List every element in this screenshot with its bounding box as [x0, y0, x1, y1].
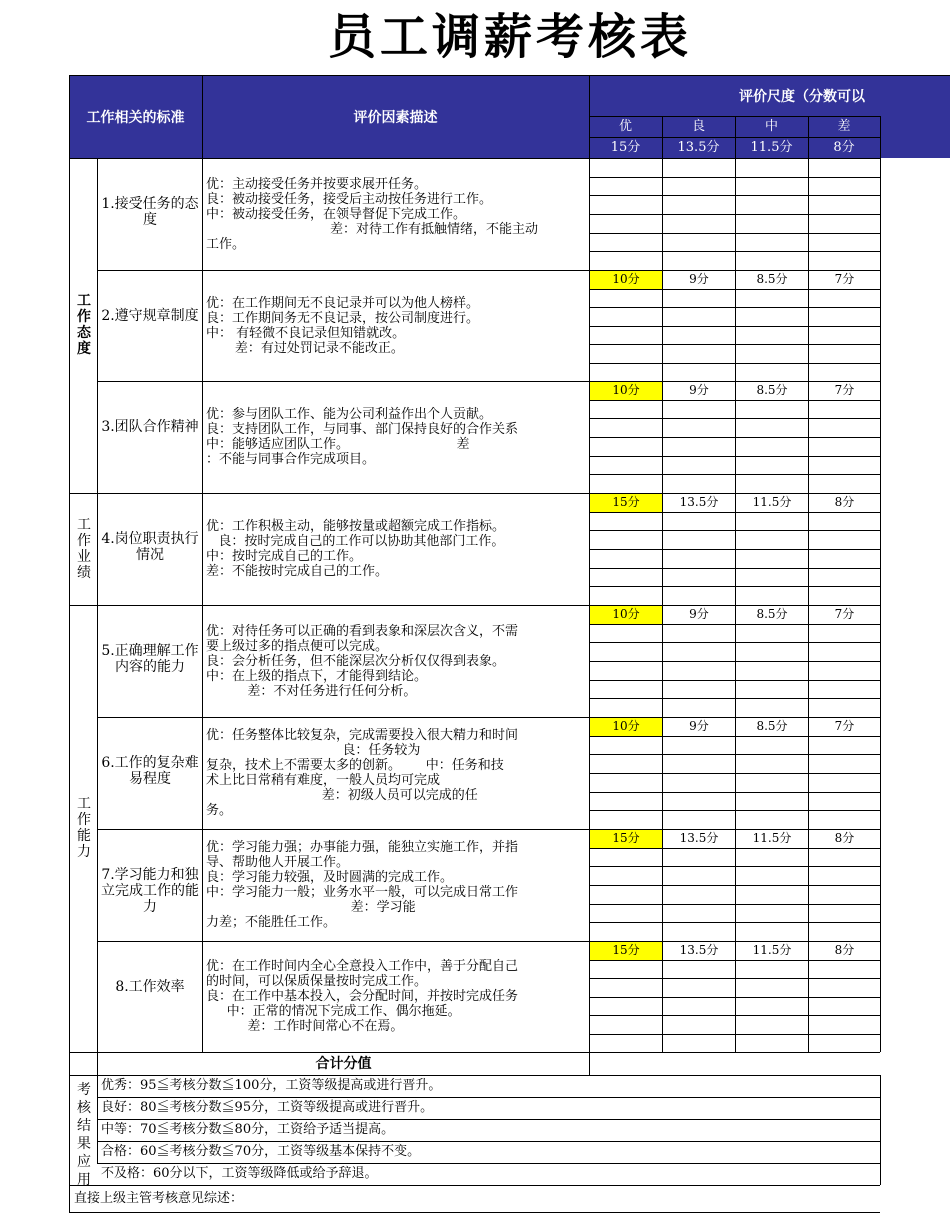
score-grid-line [589, 586, 880, 587]
score-option: 8.5分 [756, 719, 788, 733]
table-right-border [880, 158, 881, 1052]
table-left-border [69, 158, 70, 1213]
score-option: 15分 [590, 830, 662, 848]
score-grid-line [589, 251, 880, 252]
category-ability [71, 796, 97, 860]
score-grid-line [589, 177, 880, 178]
score-grid-line [589, 418, 880, 419]
score-grid-line [589, 326, 880, 327]
score-grid-line [589, 1034, 880, 1035]
score-grid-line [589, 474, 880, 475]
category-performance [71, 517, 97, 581]
score-option: 9分 [689, 272, 709, 286]
score-option: 8分 [834, 831, 855, 845]
standard-label: 1.接受任务的态度 [101, 196, 199, 228]
score-grid-line [589, 810, 880, 811]
score-grid-line [589, 568, 880, 569]
score-grid-line [589, 456, 880, 457]
result-right-line [880, 1075, 881, 1185]
score-option: 9分 [689, 383, 709, 397]
category-column-line [97, 158, 98, 1163]
criteria-description: 优：对待任务可以正确的看到表象和深层次含义，不需 要上级过多的指点便可以完成。 良：会分析任务，但不能深层次分析仅仅得到表象。 中：在上级的指点下，才能得到结论。 差：不对任务进行任何分析。 [206, 623, 519, 699]
grade-label: 良 [691, 119, 705, 134]
header-divider-line [202, 75, 203, 158]
score-option: 15分 [590, 494, 662, 512]
header-col-standard-label: 工作相关的标准 [86, 109, 185, 126]
criteria-description: 优：参与团队工作、能为公司利益作出个人贡献。 良：支持团队工作，与同事、部门保持良好的合作关系 中：能够适应团队工作。 差 ：不能与同事合作完成项目。 [206, 407, 519, 467]
score-option: 7分 [834, 719, 855, 733]
score-option: 11.5分 [752, 831, 792, 845]
header-grade-divider [880, 116, 881, 158]
supervisor-comment-text: 直接上级主管考核意见综述： [74, 1191, 244, 1206]
criteria-description: 优：在工作期间无不良记录并可以为他人榜样。 良：工作期间务无不良记录，按公司制度进行。 中： 有轻微不良记录但知错就改。 差：有过处罚记录不能改正。 [206, 295, 480, 356]
grade-points: 8分 [833, 140, 855, 155]
score-grid-line [589, 437, 880, 438]
score-grid-line [589, 848, 880, 849]
score-grid-line [589, 344, 880, 345]
header-left-line [69, 75, 70, 158]
score-option: 15分 [590, 942, 662, 960]
result-rule: 合格：60≦考核分数≦70分，工资等级基本保持不变。 [101, 1144, 421, 1159]
result-rule: 良好：80≦考核分数≦95分，工资等级提高或进行晋升。 [101, 1100, 434, 1115]
score-grid-line [589, 754, 880, 755]
score-grid-line [589, 549, 880, 550]
item-separator-line [69, 158, 880, 159]
grade-points: 13.5分 [677, 140, 720, 155]
score-grid-line [589, 363, 880, 364]
criteria-description: 优：工作积极主动，能够按量或超额完成工作指标。 良：按时完成自己的工作可以协助其他部门工作。 中：按时完成自己的工作。 差：不能按时完成自己的工作。 [206, 519, 506, 579]
score-grid-line [589, 997, 880, 998]
grade-label: 中 [764, 119, 778, 134]
category-attitude [71, 293, 97, 357]
header-col-standard [69, 75, 202, 158]
result-row-line [69, 1185, 880, 1186]
standard-label: 3.团队合作精神 [101, 419, 199, 435]
score-option: 8.5分 [756, 607, 788, 621]
standard-label: 5.正确理解工作内容的能力 [101, 643, 199, 675]
score-grid-line [589, 866, 880, 867]
header-col-description [202, 75, 589, 158]
grade-label: 优 [618, 119, 632, 134]
score-grid-line [589, 904, 880, 905]
grade-points: 11.5分 [750, 140, 793, 155]
score-grid-line [589, 289, 880, 290]
criteria-description: 优：任务整体比较复杂，完成需要投入很大精力和时间 良：任务较为 复杂，技术上不需要太多的创新。 中：任务和技 术上比日常稍有难度，一般人员均可完成 差：初级人员可以完成的任 务。 [206, 728, 519, 818]
score-grid-line [589, 922, 880, 923]
score-grid-line [589, 661, 880, 662]
score-option: 10分 [590, 718, 662, 736]
score-option: 8.5分 [756, 272, 788, 286]
score-grid-line [589, 195, 880, 196]
standard-label: 7.学习能力和独立完成工作的能力 [101, 867, 199, 915]
score-option: 11.5分 [752, 495, 792, 509]
category-performance-label: 工作业绩 [77, 517, 91, 581]
score-grid-line [589, 512, 880, 513]
table-bottom-line [69, 1212, 880, 1213]
score-grid-line [589, 736, 880, 737]
score-grid-line [589, 530, 880, 531]
score-option: 7分 [834, 607, 855, 621]
criteria-description: 优：主动接受任务并按要求展开任务。 良：被动接受任务，接受后主动按任务进行工作。 中：被动接受任务，在领导督促下完成工作。 差：对待工作有抵触情绪，不能主动 工作。 [206, 176, 538, 252]
score-grid-line [589, 1015, 880, 1016]
score-option: 8.5分 [756, 383, 788, 397]
score-grid-line [589, 978, 880, 979]
score-grid-line [589, 214, 880, 215]
score-option: 11.5分 [752, 943, 792, 957]
score-grid-line [589, 642, 880, 643]
score-grid-line [589, 773, 880, 774]
header-right-overflow [880, 116, 950, 158]
score-grid-line [589, 885, 880, 886]
result-rule: 不及格：60分以下，工资等级降低或给予辞退。 [101, 1166, 378, 1181]
total-label [98, 1053, 589, 1075]
score-option: 8分 [834, 495, 855, 509]
score-option: 10分 [590, 271, 662, 289]
score-option: 8分 [834, 943, 855, 957]
score-option: 13.5分 [679, 831, 719, 845]
score-option: 10分 [590, 606, 662, 624]
total-label-text: 合计分值 [315, 1056, 372, 1072]
result-rule: 中等：70≦考核分数≦80分，工资给予适当提高。 [101, 1122, 395, 1137]
score-option: 7分 [834, 383, 855, 397]
score-option: 10分 [590, 382, 662, 400]
page-title: 员工调薪考核表 [327, 9, 692, 65]
score-grid-line [589, 680, 880, 681]
score-option: 9分 [689, 607, 709, 621]
category-attitude-label: 工作态度 [77, 293, 91, 357]
score-grid-line [589, 400, 880, 401]
category-ability-label: 工作能力 [77, 796, 91, 860]
score-grid-line [589, 698, 880, 699]
score-grid-line [589, 792, 880, 793]
standard-label: 2.遵守规章制度 [101, 307, 199, 324]
result-label [71, 1081, 97, 1189]
result-rule: 优秀：95≦考核分数≦100分，工资等级提高或进行晋升。 [101, 1078, 442, 1093]
supervisor-comment-label [74, 1188, 243, 1210]
score-option: 13.5分 [679, 495, 719, 509]
header-col-description-label: 评价因素描述 [353, 109, 438, 126]
score-option: 13.5分 [679, 943, 719, 957]
standard-label: 4.岗位职责执行情况 [101, 531, 199, 563]
grade-label: 差 [837, 119, 851, 134]
grade-points: 15分 [610, 140, 641, 155]
score-option: 7分 [834, 272, 855, 286]
result-label-text: 考核结果应用 [77, 1082, 91, 1188]
criteria-description: 优：学习能力强；办事能力强，能独立实施工作，并指 导、帮助他人开展工作。 良：学习能力较强，及时圆满的完成工作。 中：学习能力一般；业务水平一般，可以完成日常工作 差：学习能 力差；不能胜任工作。 [206, 840, 519, 930]
standard-label: 6.工作的复杂难易程度 [101, 755, 199, 787]
criteria-description: 优：在工作时间内全心全意投入工作中，善于分配自己 的时间，可以保质保量按时完成工作。 良：在工作中基本投入，会分配时间，并按时完成任务 中：正常的情况下完成工作、偶尔拖延。 差：工作时间常心不在焉。 [206, 959, 519, 1034]
score-grid-line [589, 960, 880, 961]
score-option: 9分 [689, 719, 709, 733]
standard-label: 8.工作效率 [115, 978, 185, 995]
score-grid-line [589, 307, 880, 308]
score-grid-line [589, 233, 880, 234]
score-grid-line [589, 624, 880, 625]
header-col-scale-label: 评价尺度（分数可以 [739, 88, 865, 105]
header-col-scale [589, 75, 950, 116]
